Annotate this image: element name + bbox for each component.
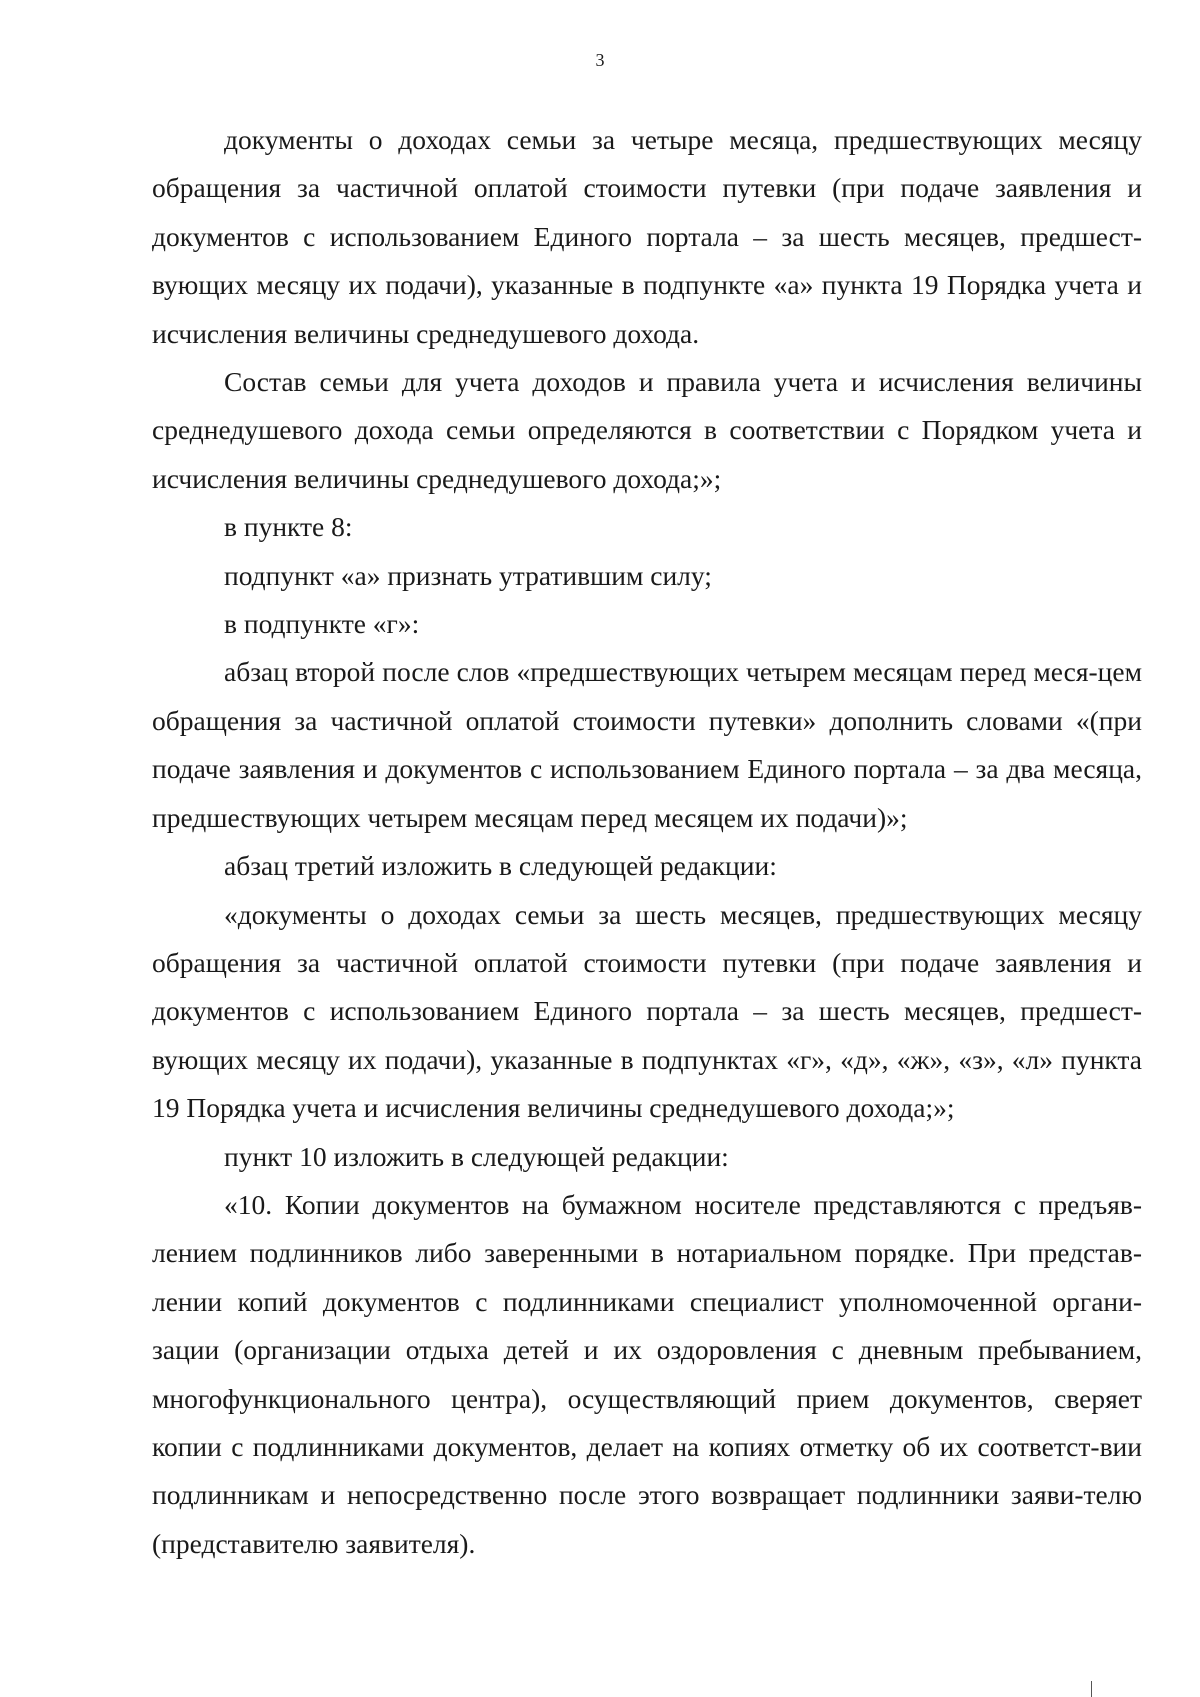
page-number: 3	[595, 50, 605, 70]
paragraph: пункт 10 изложить в следующей редакции:	[224, 1140, 729, 1172]
scan-mark	[1091, 1681, 1092, 1697]
paragraph: абзац второй после слов «предшествующих четырем месяцам перед меся-цем обращения за частичной оплатой стоимости путевки» дополнить словами «(при подаче заявления и документов с использованием Единого портала – за два месяца, предшествующих четырем месяцам перед месяцем их подачи)»;	[152, 656, 1142, 833]
paragraph: в пункте 8:	[224, 511, 353, 543]
paragraph: абзац третий изложить в следующей редакции:	[224, 850, 777, 882]
paragraph: в подпункте «г»:	[224, 608, 420, 640]
paragraph: «документы о доходах семьи за шесть месяцев, предшествующих месяцу обращения за частичной оплатой стоимости путевки (при подаче заявления и документов с использованием Единого портала – за шесть месяцев, предшест-вующих месяцу их подачи), указанные в подпунктах «г», «д», «ж», «з», «л» пункта 19 Порядка учета и исчисления величины среднедушевого дохода;»;	[152, 898, 1142, 1124]
paragraph: документы о доходах семьи за четыре месяца, предшествующих месяцу обращения за частичной оплатой стоимости путевки (при подаче заявления и документов с использованием Единого портала – за шесть месяцев, предшест-вующих месяцу их подачи), указанные в подпункте «а» пункта 19 Порядка учета и исчисления величины среднедушевого дохода.	[152, 124, 1142, 349]
document-body	[152, 116, 1142, 1568]
paragraph: «10. Копии документов на бумажном носителе представляются с предъяв-лением подлинников либо заверенными в нотариальном порядке. При представ-лении копий документов с подлинниками специалист уполномоченной органи-зации (организации отдыха детей и их оздоровления с дневным пребыванием, многофункционального центра), осуществляющий прием документов, сверяет копии с подлинниками документов, делает на копиях отметку об их соответст-вии подлинникам и непосредственно после этого возвращает подлинники заяви-телю (представителю заявителя).	[152, 1188, 1142, 1559]
paragraph: подпункт «а» признать утратившим силу;	[224, 559, 712, 591]
paragraph: Состав семьи для учета доходов и правила учета и исчисления величины среднедушевого дохода семьи определяются в соответствии с Порядком учета и исчисления величины среднедушевого дохода;»;	[152, 366, 1142, 494]
